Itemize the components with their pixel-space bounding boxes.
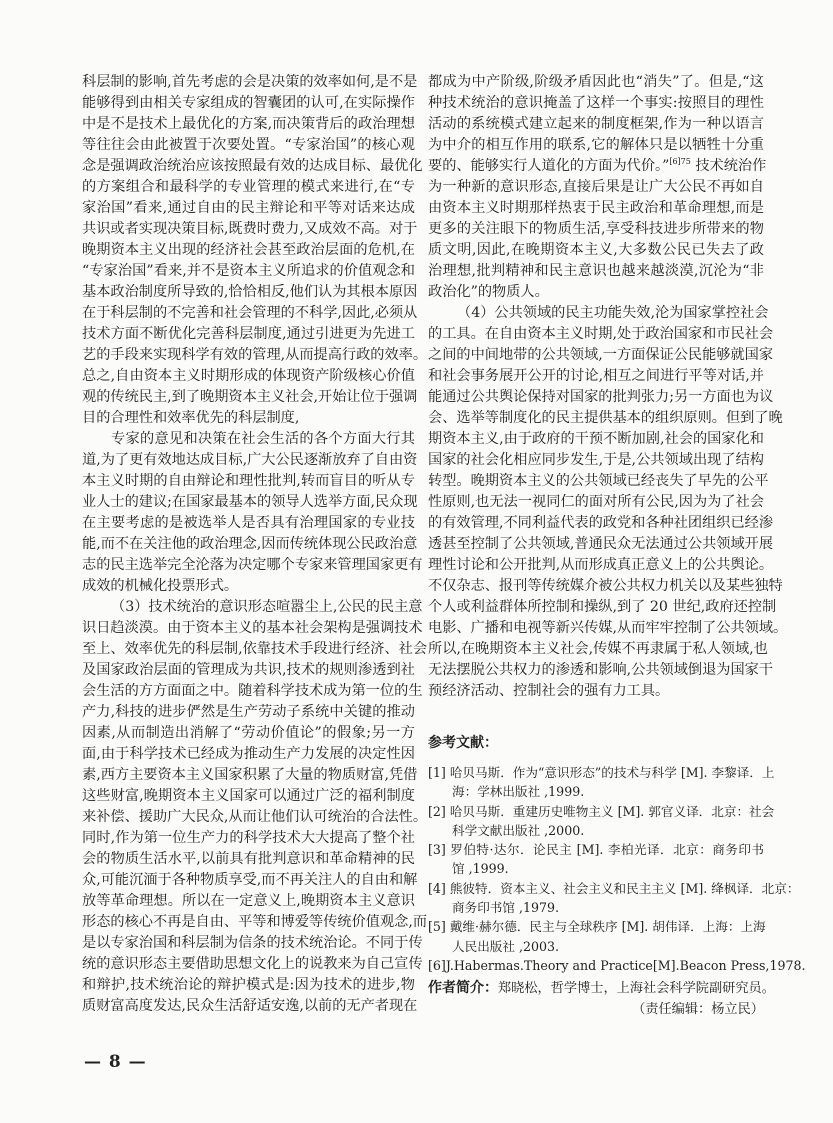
text-line: 素,西方主要资本主义国家积累了大量的物质财富,凭借 <box>82 767 418 783</box>
reference-line: [3] 罗伯特·达尔．论民主 [M]. 李柏光译．北京：商务印书 <box>428 842 764 858</box>
text-line: 个人或利益群体所控制和操纵,到了 20 世纪,政府还控制 <box>428 599 777 615</box>
reference-line: 海：学林出版社 ,1999. <box>452 784 585 800</box>
text-line: 晚期资本主义出现的经济社会甚至政治层面的危机,在 <box>82 242 415 258</box>
text-line: 国家的社会化相应同步发生,于是,公共领域出现了结构 <box>428 452 764 468</box>
text-line: 道,为了更有效地达成目标,广大公民逐渐放弃了自由资 <box>82 452 418 468</box>
reference-line: [6]J.Habermas.Theory and Practice[M].Beacon Press,1978. <box>428 957 806 973</box>
text-line: 家治国”看来,通过自由的民主辩论和平等对话来达成 <box>82 200 415 216</box>
text-line: 成效的机械化投票形式。 <box>82 578 239 594</box>
text-line: 形态的核心不再是自由、平等和博爱等传统价值观念,而 <box>82 914 428 930</box>
text-line: 因素,从而制造出消解了“劳动价值论”的假象;另一方 <box>82 725 415 741</box>
reference-line: [5] 戴维·赫尔德．民主与全球秩序 [M]. 胡伟译．上海：上海 <box>428 919 766 935</box>
text-line: 在于科层制的不完善和社会管理的不科学,因此,必须从 <box>82 305 418 321</box>
citation-superscript: [6]75 <box>669 157 691 166</box>
text-line: 至上、效率优先的科层制,依靠技术手段进行经济、社会 <box>82 641 428 657</box>
text-line: （4）公共领域的民主功能失效,沦为国家掌控社会 <box>457 305 769 321</box>
text-line: 治理想,批判精神和民主意识也越来越淡漠,沉沦为“非 <box>428 263 764 279</box>
text-line: 基本政治制度所导致的,恰恰相反,他们认为其根本原因 <box>82 284 418 300</box>
text-line: 专家的意见和决策在社会生活的各个方面大行其 <box>111 431 415 447</box>
text-line: “专家治国”看来,并不是资本主义所追求的价值观念和 <box>82 263 415 279</box>
text-line: 质财富高度发达,民众生活舒适安逸,以前的无产者现在 <box>82 998 418 1014</box>
reference-item <box>428 763 775 802</box>
text-line: 质文明,因此,在晚期资本主义,大多数公民已失去了政 <box>428 242 764 258</box>
text-line: 总之,自由资本主义时期形成的体现资产阶级核心价值 <box>82 368 415 384</box>
paragraph <box>82 72 428 429</box>
text-line: 和辩护,技术统治论的辩护模式是:因为技术的进步,物 <box>82 977 415 993</box>
text-line: 同时,作为第一位生产力的科学技术大大提高了整个社 <box>82 830 415 846</box>
text-line: 透甚至控制了公共领域,普通民众无法通过公共领域开展 <box>428 536 774 552</box>
reference-line: 馆 ,1999. <box>452 861 509 877</box>
text-line: （3）技术统治的意识形态喧嚣尘上,公民的民主意 <box>111 599 423 615</box>
text-line: 面,由于科学技术已经成为推动生产力发展的决定性因 <box>82 746 415 762</box>
text-line: 政治化”的物质人。 <box>428 284 549 300</box>
text-line: 科层制的影响,首先考虑的会是决策的效率如何,是不是 <box>82 74 418 90</box>
text-line: 放等革命理想。所以在一定意义上,晚期资本主义意识 <box>82 893 415 909</box>
text-line: 业人士的建议;在国家最基本的领导人选举方面,民众现 <box>82 494 418 510</box>
text-line: 活动的系统模式建立起来的制度框架,作为一种以语言 <box>428 116 764 132</box>
text-line: 无法摆脱公共权力的渗透和影响,公共领域倒退为国家干 <box>428 662 774 678</box>
paragraph <box>82 597 428 1017</box>
text-line: 产力,科技的进步俨然是生产劳动子系统中关键的推动 <box>82 704 415 720</box>
text-line: 会生活的方方面面之中。随着科学技术成为第一位的生 <box>82 683 423 699</box>
text-line: 转型。晚期资本主义的公共领域已经丧失了早先的公平 <box>428 473 769 489</box>
text-line: 能通过公共舆论保持对国家的批判张力;另一方面也为议 <box>428 389 774 405</box>
text-line: 期资本主义,由于政府的干预不断加剧,社会的国家化和 <box>428 431 764 447</box>
text-line: 理性讨论和公开批判,从而形成真正意义上的公共舆论。 <box>428 557 774 573</box>
text-line: 共识或者实现决策目标,既费时费力,又成效不高。对于 <box>82 221 418 237</box>
page-number: — 8 — <box>84 1052 147 1072</box>
text-line: 要的、能够实行人道化的方面为代价。”$^{[6]75}$ 技术统治作 <box>428 157 767 174</box>
reference-line: [1] 哈贝马斯．作为“意识形态”的技术与科学 [M]. 李黎译．上 <box>428 765 775 780</box>
reference-line: 科学文献出版社 ,2000. <box>452 822 585 838</box>
reference-line: [2] 哈贝马斯．重建历史唯物主义 [M]. 郭官义译．北京：社会 <box>428 803 775 819</box>
text-line: 的方案组合和最科学的专业管理的模式来进行,在“专 <box>82 179 415 195</box>
text-line: 是以专家治国和科层制为信条的技术统治论。不同于传 <box>82 935 423 951</box>
text-line: 念是强调政治统治应该按照最有效的达成目标、最优化 <box>82 158 423 174</box>
right-column <box>428 72 788 702</box>
text-line: 的工具。在自由资本主义时期,处于政治国家和市民社会 <box>428 326 774 342</box>
text-line: 识日趋淡漠。由于资本主义的基本社会架构是强调技术 <box>82 620 423 636</box>
text-line: 由资本主义时期那样热衷于民主政治和革命理想,而是 <box>428 200 764 216</box>
text-line: 预经济活动、控制社会的强有力工具。 <box>428 683 670 699</box>
text-line: 艺的手段来实现科学有效的管理,从而提高行政的效率。 <box>82 347 428 363</box>
text-line: 更多的关注眼下的物质生活,享受科技进步所带来的物 <box>428 221 764 237</box>
text-line: 能够得到由相关专家组成的智囊团的认可,在实际操作 <box>82 95 415 111</box>
reference-line: [4] 熊彼特．资本主义、社会主义和民主主义 [M]. 绛枫译．北京： <box>428 880 800 896</box>
reference-item <box>428 802 775 841</box>
reference-item <box>428 917 764 956</box>
paragraph <box>82 429 423 597</box>
text-line: 都成为中产阶级,阶级矛盾因此也“消失”了。但是,“这 <box>428 74 764 90</box>
reference-item <box>428 840 764 879</box>
text-line: 来补偿、援助广大民众,从而让他们认可统治的合法性。 <box>82 809 428 825</box>
text-line: 目的合理性和效率优先的科层制度, <box>82 410 300 426</box>
text-line: 观的传统民主,到了晚期资本主义社会,开始让位于强调 <box>82 389 418 405</box>
responsible-editor: （责任编辑：杨立民） <box>632 1002 764 1017</box>
reference-item <box>428 956 806 975</box>
author-bio-label: 作者简介： <box>428 980 498 996</box>
text-line: 种技术统治的意识掩盖了这样一个事实:按照目的理性 <box>428 95 764 111</box>
text-line: 众,可能沉湎于各种物质享受,而不再关注人的自由和解 <box>82 872 418 888</box>
references-list <box>428 763 806 975</box>
text-line: 性原则,也无法一视同仁的面对所有公民,因为为了社会 <box>428 494 764 510</box>
text-line: 本主义时期的自由辩论和理性批判,转而盲目的听从专 <box>82 473 415 489</box>
text-line: 在主要考虑的是被选举人是否具有治理国家的专业技 <box>82 515 415 531</box>
text-line: 技术方面不断优化完善科层制度,通过引进更为先进工 <box>82 326 415 342</box>
paragraph <box>428 303 788 702</box>
text-line: 为一种新的意识形态,直接后果是让广大公民不再如自 <box>428 179 764 195</box>
text-line: 中是不是技术上最优化的方案,而决策背后的政治理想 <box>82 116 415 132</box>
text-line: 之间的中间地带的公共领域,一方面保证公民能够就国家 <box>428 347 774 363</box>
text-line: 会、选举等制度化的民主提供基本的组织原则。但到了晚 <box>428 410 783 426</box>
text-line: 志的民主选举完全沦落为决定哪个专家来管理国家更有 <box>82 557 423 573</box>
author-bio-text: 郑晓松，哲学博士，上海社会科学院副研究员。 <box>498 981 775 996</box>
reference-line: 商务印书馆 ,1979. <box>452 900 560 916</box>
paragraph <box>428 72 767 303</box>
text-line: 能,而不在关注他的政治理念,因而传统体现公民政治意 <box>82 536 418 552</box>
text-line: 所以,在晚期资本主义社会,传媒不再隶属于私人领域,也 <box>428 641 768 657</box>
references-section <box>428 733 806 975</box>
references-heading: 参考文献： <box>428 735 498 751</box>
text-line: 及国家政治层面的管理成为共识,技术的规则渗透到社 <box>82 662 415 678</box>
reference-item <box>428 879 800 918</box>
text-line: 统的意识形态主要借助思想文化上的说教来为自己宣传 <box>82 956 423 972</box>
text-line: 为中介的相互作用的联系,它的解体只是以牺牲十分重 <box>428 137 764 153</box>
left-column <box>82 72 428 1017</box>
text-line: 等往往会由此被置于次要处置。“专家治国”的核心观 <box>82 137 415 153</box>
text-line: 电影、广播和电视等新兴传媒,从而牢牢控制了公共领域。 <box>428 620 788 636</box>
author-bio <box>428 978 775 999</box>
text-line: 会的物质生活水平,以前具有批判意识和革命精神的民 <box>82 851 415 867</box>
reference-line: 人民出版社 ,2003. <box>452 938 560 954</box>
text-line: 这些财富,晚期资本主义国家可以通过广泛的福利制度 <box>82 788 415 804</box>
text-line: 和社会事务展开公开的讨论,相互之间进行平等对话,并 <box>428 368 764 384</box>
text-line: 的有效管理,不同利益代表的政党和各种社团组织已经渗 <box>428 515 774 531</box>
text-line: 不仅杂志、报刊等传统媒介被公共权力机关以及某些独特 <box>428 578 783 594</box>
